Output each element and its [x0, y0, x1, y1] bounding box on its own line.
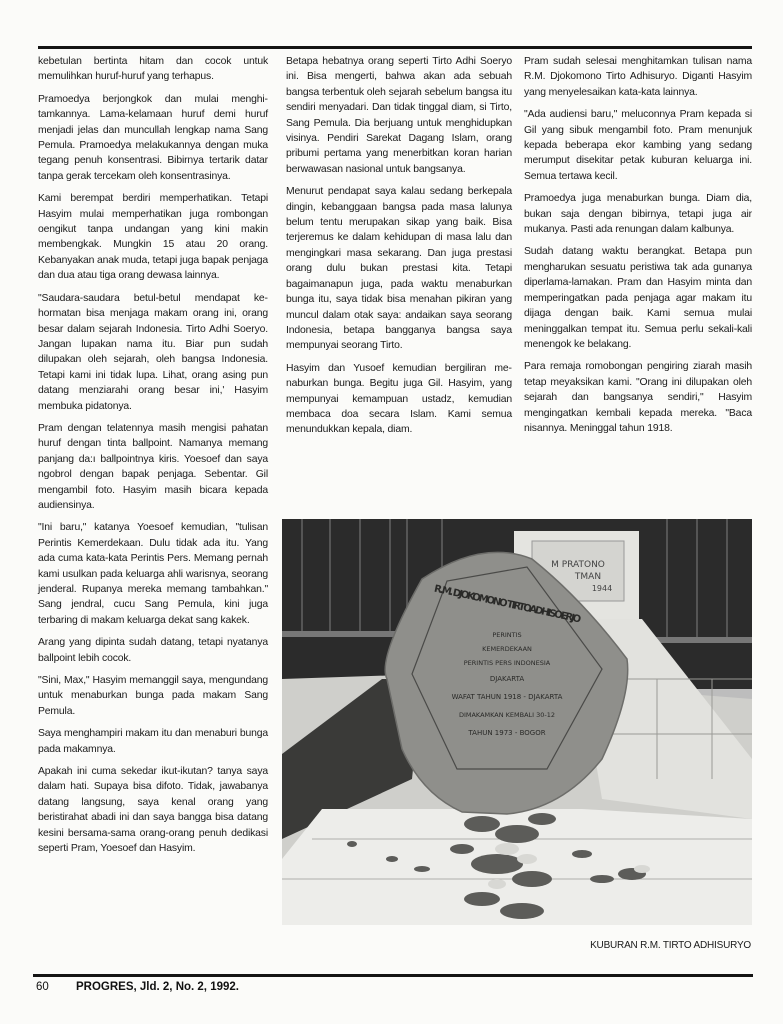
column-3	[524, 54, 752, 443]
paragraph: Saya menghampiri makam itu dan menaburi bunga pada makamnya.	[38, 728, 268, 755]
paragraph: Pramoedya juga menaburkan bunga. Diam dia, bukan saja dengan bibirnya, tetapi juga air mukanya. Pasti ada renungan dalam kalbunya.	[524, 193, 752, 236]
paragraph: Menurut pendapat saya kalau sedang berkepala dingin, kebanggaan bangsa pada masa lalunya belum tentu merupakan sikap yang baik. Bisa terjeremus ke dalam kehidupan di masa lalu dan mengingkari masa sekarang. Dan juga prestasi orang dulu bukan prestasi kita. Tetapi bagaimanapun juga, pada waktu menaburkan bunga itu, saya tidak bisa menahan pikiran yang muncul dalam otak saya: andaikan saya seorang Indonesia, betapa bangganya bangsa saya mempunyai seorang Tirto.	[286, 186, 512, 352]
page-footer	[36, 981, 239, 993]
svg-text:PERINTIS: PERINTIS	[492, 631, 522, 639]
paragraph: Sudah datang waktu berangkat. Betapa pun mengharukan sesuatu peristiwa tak ada gunanya diperlama-lamakan. Pram dan Hasyim minta dan memperingatkan pada penjaga agar makam itu dijaga dengan baik. Kami semua mulai meninggalkan tempat itu. Semua perlu sekali-kali menengok ke belakang.	[524, 246, 752, 350]
column-2	[286, 54, 512, 445]
paragraph: Para remaja romobongan pengiring ziarah masih tetap meyaksikan kami. "Orang ini dilupakan oleh sejarah dan bangsanya sendiri," Hasyim mengingatkan kembali kepada mereka. "Baca nisannya. Meninggal tahun 1918.	[524, 361, 752, 434]
svg-text:M PRATONO: M PRATONO	[551, 560, 605, 570]
paragraph: Betapa hebatnya orang seperti Tirto Adhi Soeryo ini. Bisa mengerti, bahwa akan ada sebuah bangsa terbentuk oleh sejarah sebelum bangsa itu sendiri menyadari. Dan tidak tinggal diam, si Tirto, Sang Pemula. Dia berjuang untuk menghidupkan visinya. Pendiri Sarekat Dagang Islam, orang pribumi pertama yang menerbitkan koran harian berwawasan nasional untuk bangsanya.	[286, 56, 512, 175]
svg-text:TMAN: TMAN	[574, 572, 602, 582]
paragraph: Pram dengan telatennya masih mengisi pahatan huruf dengan tinta ballpoint. Namanya memang panjang da:ı ballpointnya kiris. Yoesoef dan saya ngobrol dengan bapak penjaga. Sebentar. Gil mengambil foto. Hasyim masih bicara kepada audiensinya.	[38, 422, 268, 511]
gravestone-illustration	[282, 519, 752, 925]
svg-text:R.M. DJOKOMONO TIRTOADHISOERJO: R.M. DJOKOMONO TIRTOADHISOERJO	[433, 583, 583, 626]
page-number: 60	[36, 981, 49, 993]
svg-text:PERINTIS PERS INDONESIA: PERINTIS PERS INDONESIA	[463, 659, 551, 667]
paragraph: Arang yang dipinta sudah datang, tetapi nyatanya ballpoint lebih cocok.	[38, 637, 268, 664]
svg-text:DIMAKAMKAN KEMBALI 30-12: DIMAKAMKAN KEMBALI 30-12	[458, 711, 556, 719]
paragraph: "Ini baru," katanya Yoesoef kemudian, "tulisan Perintis Kemerdekaan. Dulu tidak ada itu. Yang ada cuma kata-kata Perintis Pers. Memang pernah kami usulkan pada keluarga ahli warisnya, seorang jenderal. Rupanya mereka memang tambahkan." Sang jendral, cucu Sang Pemula, kini juga terbaring di makam keluarga dekat sang kakek.	[38, 522, 268, 626]
svg-text:KEMERDEKAAN: KEMERDEKAAN	[482, 645, 532, 653]
svg-text:TAHUN 1973 - BOGOR: TAHUN 1973 - BOGOR	[468, 729, 546, 737]
paragraph: Pram sudah selesai menghitamkan tulisan nama R.M. Djokomono Tirto Adhisuryo. Diganti Hasyim yang menyelesaikan kata-kata lainnya.	[524, 56, 752, 98]
svg-text:WAFAT TAHUN 1918 - DJAKARTA: WAFAT TAHUN 1918 - DJAKARTA	[451, 693, 563, 701]
top-rule	[38, 46, 752, 49]
bottom-rule	[33, 974, 753, 977]
publication-info: PROGRES, Jld. 2, No. 2, 1992.	[76, 981, 239, 993]
paragraph: "Sini, Max," Hasyim memanggil saya, mengundang untuk menaburkan bunga pada makam Sang Pemula.	[38, 675, 268, 717]
photo-caption: KUBURAN R.M. TIRTO ADHISURYO	[590, 940, 751, 951]
paragraph: kebetulan bertinta hitam dan cocok untuk memulihkan huruf-huruf yang terhapus.	[38, 56, 268, 83]
paragraph: Kami berempat berdiri memperhatikan. Tetapi Hasyim mulai memperhatikan juga rombongan oengikut tanpa undangan yang kini makin membengkak. Mungkin 15 atau 20 orang. Kebanyakan anak muda, tetapi juga bapak penjaga dan dua atau tiga orang dewasa lainnya.	[38, 193, 268, 282]
paragraph: Apakah ini cuma sekedar ikut-ikutan? tanya saya dalam hati. Supaya bisa difoto. Tidak, jawabanya datang langsung, saya kenal orang yang beristirahat abadi ini dan saya bangga bisa datang kesini bersama-sama orang-orang penuh dedikasi seperti Pram, Yoesoef dan Hasyim.	[38, 766, 268, 855]
paragraph: Hasyim dan Yusoef kemudian bergiliran menaburkan bunga. Begitu juga Gil. Hasyim, yang mempunyai kemampuan ustadz, kemudian membaca doa secara Islam. Kami semua menundukkan kepala, diam.	[286, 362, 512, 436]
paragraph: "Ada audiensi baru," meluconnya Pram kepada si Gil yang sibuk mengambil foto. Pram menunjuk kepada beberapa ekor kambing yang sedang merumput disekitar petak kuburan keluarga ini. Semua tertawa kecil.	[524, 109, 752, 182]
paragraph: Pramoedya berjongkok dan mulai menghitamkannya. Lama-kelamaan huruf demi huruf menjadi jelas dan muncullah lengkap nama Sang Pemula. Pramoedya melakukannya dengan muka tegang penuh konsentrasi. Bibirnya tertarik datar tanpa gerak tercekam oleh konsentrasinya.	[38, 93, 268, 182]
svg-text:1944: 1944	[591, 584, 613, 593]
svg-text:DJAKARTA: DJAKARTA	[489, 675, 525, 683]
paragraph: "Saudara-saudara betul-betul mendapat kehormatan bisa menjaga makam orang ini, orang besar dalam sejarah Indonesia. Tirto Adhi Soeryo. Jangan lupakan nama itu. Biar pun sudah dilupakan oleh sejarah, oleh bangsa Indonesia. Tetapi kami ini tidak lupa. Lihat, orang asing pun datang menziarahi orang besar ini,' Hasyim membuka pidatonya.	[38, 292, 268, 412]
grave-photo	[282, 519, 752, 925]
column-1	[38, 54, 268, 864]
